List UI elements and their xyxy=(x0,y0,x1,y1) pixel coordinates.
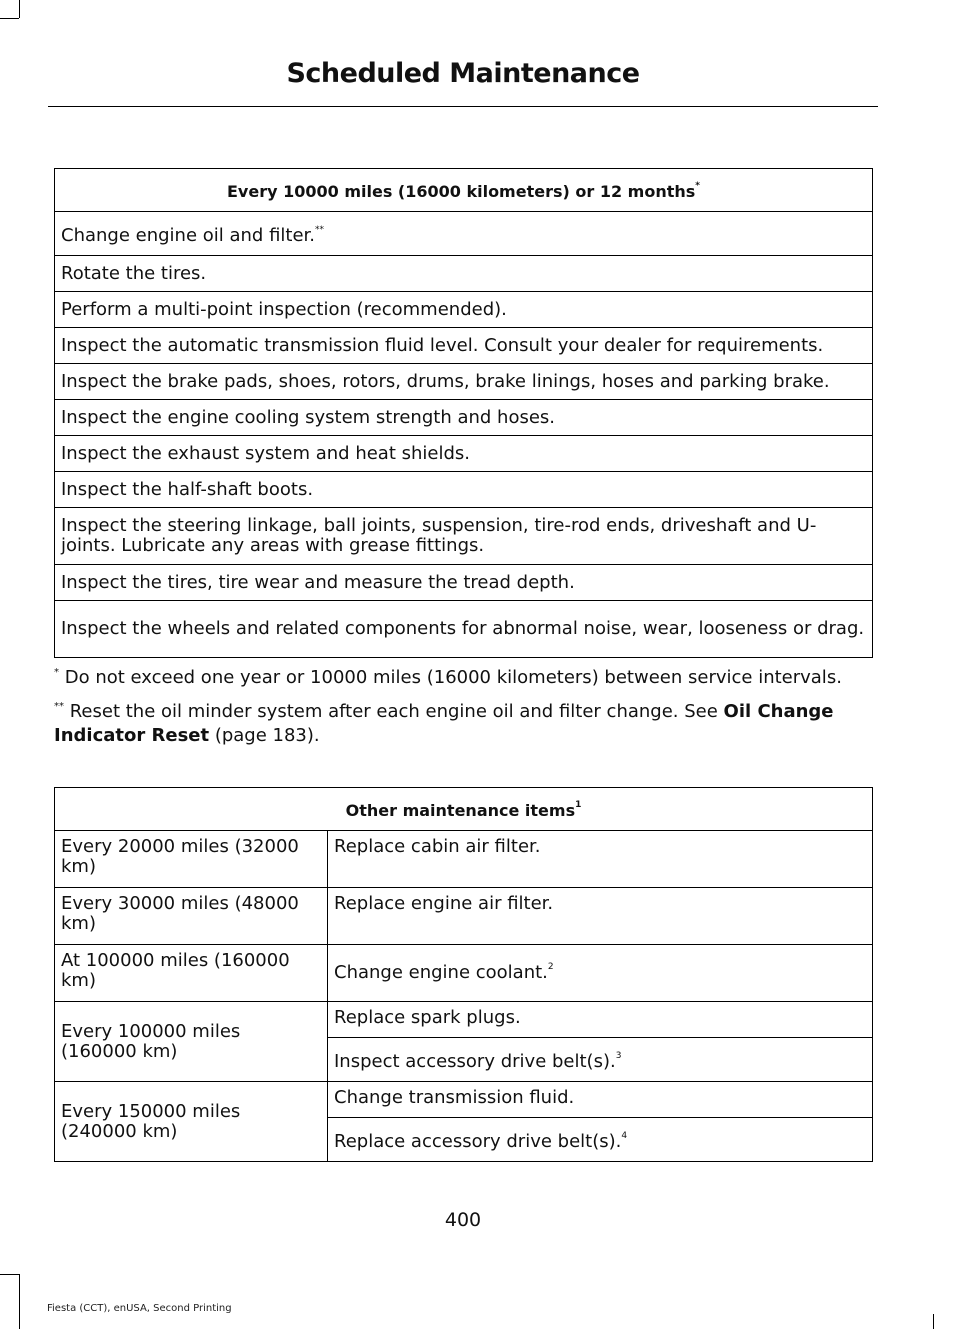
table-row xyxy=(55,400,873,436)
crop-mark xyxy=(19,0,20,18)
interval-cell: Every 100000 miles (160000 km) xyxy=(55,1002,328,1082)
table-header-row xyxy=(55,788,873,831)
table-cell: Inspect the wheels and related components for abnormal noise, wear, looseness or drag. xyxy=(55,601,873,658)
page-title: Scheduled Maintenance xyxy=(286,58,640,89)
table-header: Other maintenance items$^1$ xyxy=(55,788,873,831)
item-cell: Inspect accessory drive belt(s).$^3$ xyxy=(328,1038,873,1082)
item-cell: Replace engine air filter. xyxy=(328,888,873,945)
table-cell: Rotate the tires. xyxy=(55,256,873,292)
table-row xyxy=(55,1002,873,1038)
table-cell: Inspect the automatic transmission fluid level. Consult your dealer for requirements. xyxy=(55,328,873,364)
table-row xyxy=(55,292,873,328)
footer-text: Fiesta (CCT), enUSA, Second Printing xyxy=(47,1303,232,1314)
other-maintenance-table xyxy=(54,787,873,1162)
title-divider xyxy=(48,106,878,107)
crop-mark xyxy=(19,1274,20,1329)
item-cell: Change engine coolant.$^2$ xyxy=(328,945,873,1002)
table-cell: Inspect the tires, tire wear and measure the tread depth. xyxy=(55,565,873,601)
table-cell: Inspect the brake pads, shoes, rotors, drums, brake linings, hoses and parking brake. xyxy=(55,364,873,400)
table-cell: Perform a multi-point inspection (recommended). xyxy=(55,292,873,328)
table-cell: Change engine oil and filter.** xyxy=(55,212,873,256)
table-cell: Inspect the half-shaft boots. xyxy=(55,472,873,508)
item-cell: Replace accessory drive belt(s).$^4$ xyxy=(328,1118,873,1162)
item-cell: Change transmission fluid. xyxy=(328,1082,873,1118)
interval-cell: Every 150000 miles (240000 km) xyxy=(55,1082,328,1162)
table-cell: Inspect the steering linkage, ball joints, suspension, tire-rod ends, driveshaft and U-joints. Lubricate any areas with grease fittings. xyxy=(55,508,873,565)
crop-mark xyxy=(0,1274,19,1275)
footnote-asterisk: * Do not exceed one year or 10000 miles (16000 kilometers) between service intervals. xyxy=(54,667,842,688)
page-number: 400 xyxy=(444,1209,482,1231)
cross-reference-link[interactable]: Oil Change Indicator Reset xyxy=(54,701,834,746)
footnote-double-asterisk: ** Reset the oil minder system after each engine oil and filter change. See Oil Change Indicator Reset (page 183). xyxy=(54,701,834,746)
table-row xyxy=(55,436,873,472)
crop-mark xyxy=(0,18,19,19)
interval-cell: At 100000 miles (160000 km) xyxy=(55,945,328,1002)
table-header: Every 10000 miles (16000 kilometers) or 12 months* xyxy=(55,169,873,212)
table-cell: Inspect the exhaust system and heat shields. xyxy=(55,436,873,472)
interval-cell: Every 30000 miles (48000 km) xyxy=(55,888,328,945)
crop-mark xyxy=(933,1314,934,1329)
table-row xyxy=(55,328,873,364)
table-header-row xyxy=(55,169,873,212)
table-cell: Inspect the engine cooling system strength and hoses. xyxy=(55,400,873,436)
table-row xyxy=(55,888,873,945)
table-row xyxy=(55,256,873,292)
item-cell: Replace spark plugs. xyxy=(328,1002,873,1038)
table-row xyxy=(55,601,873,658)
table-row xyxy=(55,945,873,1002)
table-row xyxy=(55,364,873,400)
interval-cell: Every 20000 miles (32000 km) xyxy=(55,831,328,888)
table-row xyxy=(55,212,873,256)
table-row xyxy=(55,831,873,888)
table-row xyxy=(55,472,873,508)
item-cell: Replace cabin air filter. xyxy=(328,831,873,888)
table-row xyxy=(55,565,873,601)
table-row xyxy=(55,1082,873,1118)
table-row xyxy=(55,508,873,565)
ten-thousand-mile-table xyxy=(54,168,873,658)
